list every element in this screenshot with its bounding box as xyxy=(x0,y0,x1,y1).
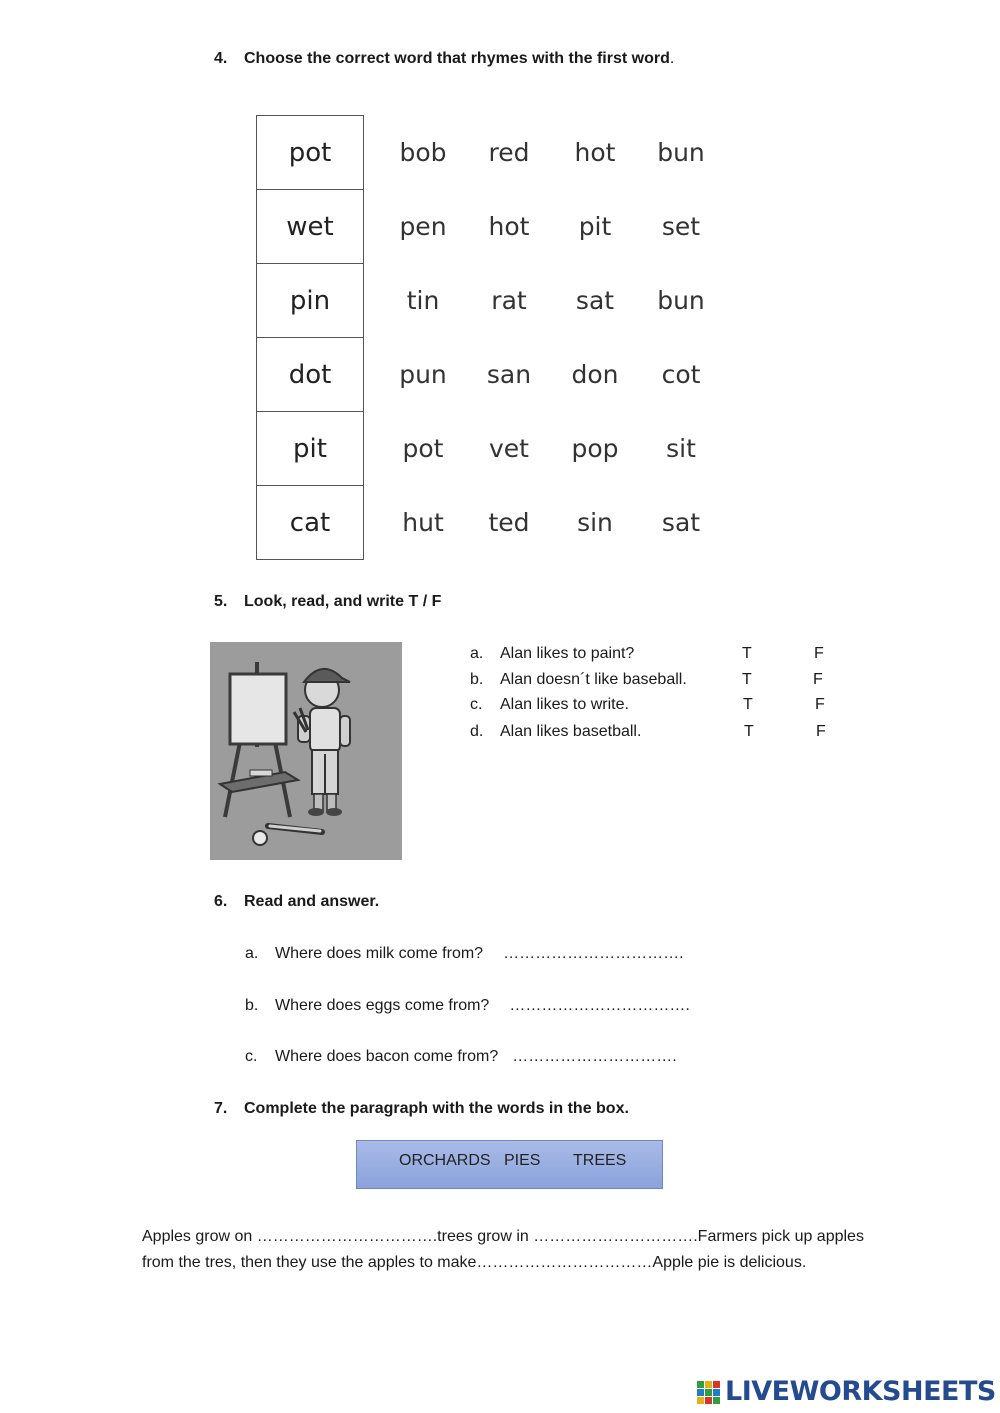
target-word: pit xyxy=(256,411,364,485)
rhyme-option[interactable]: pen xyxy=(399,211,447,241)
rhyme-option[interactable]: sat xyxy=(575,285,615,315)
true-option[interactable]: T xyxy=(743,696,753,713)
question-item xyxy=(245,997,690,1015)
paragraph-line-2[interactable]: from the tres, then they use the apples to make……………………………Apple pie is delicious. xyxy=(142,1254,807,1271)
q4-title-end: . xyxy=(669,50,675,67)
tf-statement: Alan likes to paint? xyxy=(500,645,635,662)
item-letter: d. xyxy=(470,723,484,740)
true-option[interactable]: T xyxy=(744,723,754,740)
word-bank-item: PIES xyxy=(504,1152,541,1169)
logo-mark-icon xyxy=(697,1381,723,1405)
item-letter: a. xyxy=(470,645,484,662)
rhyme-row xyxy=(256,115,716,189)
logo-text: LIVEWORKSHEETS xyxy=(725,1376,996,1407)
tf-item xyxy=(470,723,641,741)
rhyme-table xyxy=(256,115,716,559)
item-letter: c. xyxy=(245,1048,258,1065)
target-word: dot xyxy=(256,337,364,411)
item-letter: b. xyxy=(245,997,259,1014)
word-bank-item: ORCHARDS xyxy=(399,1152,491,1169)
word-bank-item: TREES xyxy=(573,1152,627,1169)
rhyme-row xyxy=(256,411,716,485)
paragraph-line-1[interactable]: Apples grow on …………………………….trees grow in ………………………….Farmers pick up apples xyxy=(142,1228,864,1245)
rhyme-option[interactable]: set xyxy=(661,211,701,241)
target-word: pin xyxy=(256,263,364,337)
tf-item xyxy=(470,696,629,714)
rhyme-row xyxy=(256,189,716,263)
rhyme-row xyxy=(256,485,716,559)
boy-easel-picture xyxy=(210,642,402,860)
rhyme-option[interactable]: hot xyxy=(574,137,616,167)
q5-title: Look, read, and write T / F xyxy=(244,593,442,610)
rhyme-option[interactable]: don xyxy=(571,359,619,389)
rhyme-option[interactable]: ted xyxy=(488,507,530,537)
rhyme-option[interactable]: bun xyxy=(657,285,705,315)
question-item xyxy=(245,945,684,963)
item-letter: a. xyxy=(245,945,259,962)
q6-number: 6. xyxy=(214,893,228,910)
answer-blank[interactable]: ……………………………. xyxy=(509,997,690,1014)
tf-statement: Alan doesn´t like baseball. xyxy=(500,671,687,688)
question-item xyxy=(245,1048,677,1066)
rhyme-row xyxy=(256,337,716,411)
question-text: Where does eggs come from? xyxy=(275,997,490,1014)
rhyme-option[interactable]: bob xyxy=(399,137,447,167)
rhyme-row xyxy=(256,263,716,337)
true-option[interactable]: T xyxy=(742,645,752,662)
q4-title: Choose the correct word that rhymes with the first word xyxy=(244,50,670,67)
target-word: pot xyxy=(256,115,364,189)
rhyme-option[interactable]: bun xyxy=(657,137,705,167)
rhyme-option[interactable]: san xyxy=(486,359,532,389)
q6-heading xyxy=(214,893,379,911)
boy-easel-illustration xyxy=(210,642,402,860)
q4-number: 4. xyxy=(214,50,228,67)
q6-title: Read and answer. xyxy=(244,893,380,910)
false-option[interactable]: F xyxy=(813,671,823,688)
q7-heading xyxy=(214,1100,629,1118)
question-text: Where does milk come from? xyxy=(275,945,484,962)
tf-item xyxy=(470,671,687,689)
q4-heading xyxy=(214,50,674,68)
target-word: wet xyxy=(256,189,364,263)
rhyme-option[interactable]: pop xyxy=(571,433,619,463)
rhyme-option[interactable]: pot xyxy=(402,433,444,463)
rhyme-option[interactable]: sin xyxy=(577,507,613,537)
rhyme-option[interactable]: hut xyxy=(402,507,444,537)
question-text: Where does bacon come from? xyxy=(275,1048,499,1065)
answer-blank[interactable]: ……………………………. xyxy=(503,945,684,962)
rhyme-option[interactable]: red xyxy=(488,137,530,167)
false-option[interactable]: F xyxy=(815,696,825,713)
rhyme-option[interactable]: pit xyxy=(578,211,612,241)
false-option[interactable]: F xyxy=(814,645,824,662)
item-letter: c. xyxy=(470,696,483,713)
tf-statement: Alan likes to write. xyxy=(500,696,629,713)
rhyme-option[interactable]: hot xyxy=(488,211,530,241)
q5-heading xyxy=(214,593,441,611)
rhyme-option[interactable]: cot xyxy=(661,359,701,389)
true-option[interactable]: T xyxy=(742,671,752,688)
rhyme-option[interactable]: sit xyxy=(666,433,696,463)
rhyme-option[interactable]: tin xyxy=(406,285,440,315)
rhyme-option[interactable]: vet xyxy=(489,433,529,463)
q5-number: 5. xyxy=(214,593,228,610)
rhyme-option[interactable]: rat xyxy=(491,285,527,315)
q7-number: 7. xyxy=(214,1100,228,1117)
rhyme-option[interactable]: sat xyxy=(661,507,701,537)
rhyme-option[interactable]: pun xyxy=(399,359,447,389)
q7-title: Complete the paragraph with the words in the box. xyxy=(244,1100,629,1117)
target-word: cat xyxy=(256,485,364,560)
tf-statement: Alan likes basetball. xyxy=(500,723,642,740)
tf-item xyxy=(470,645,634,663)
answer-blank[interactable]: …………………………. xyxy=(512,1048,677,1065)
word-box xyxy=(356,1140,663,1189)
false-option[interactable]: F xyxy=(816,723,826,740)
item-letter: b. xyxy=(470,671,484,688)
